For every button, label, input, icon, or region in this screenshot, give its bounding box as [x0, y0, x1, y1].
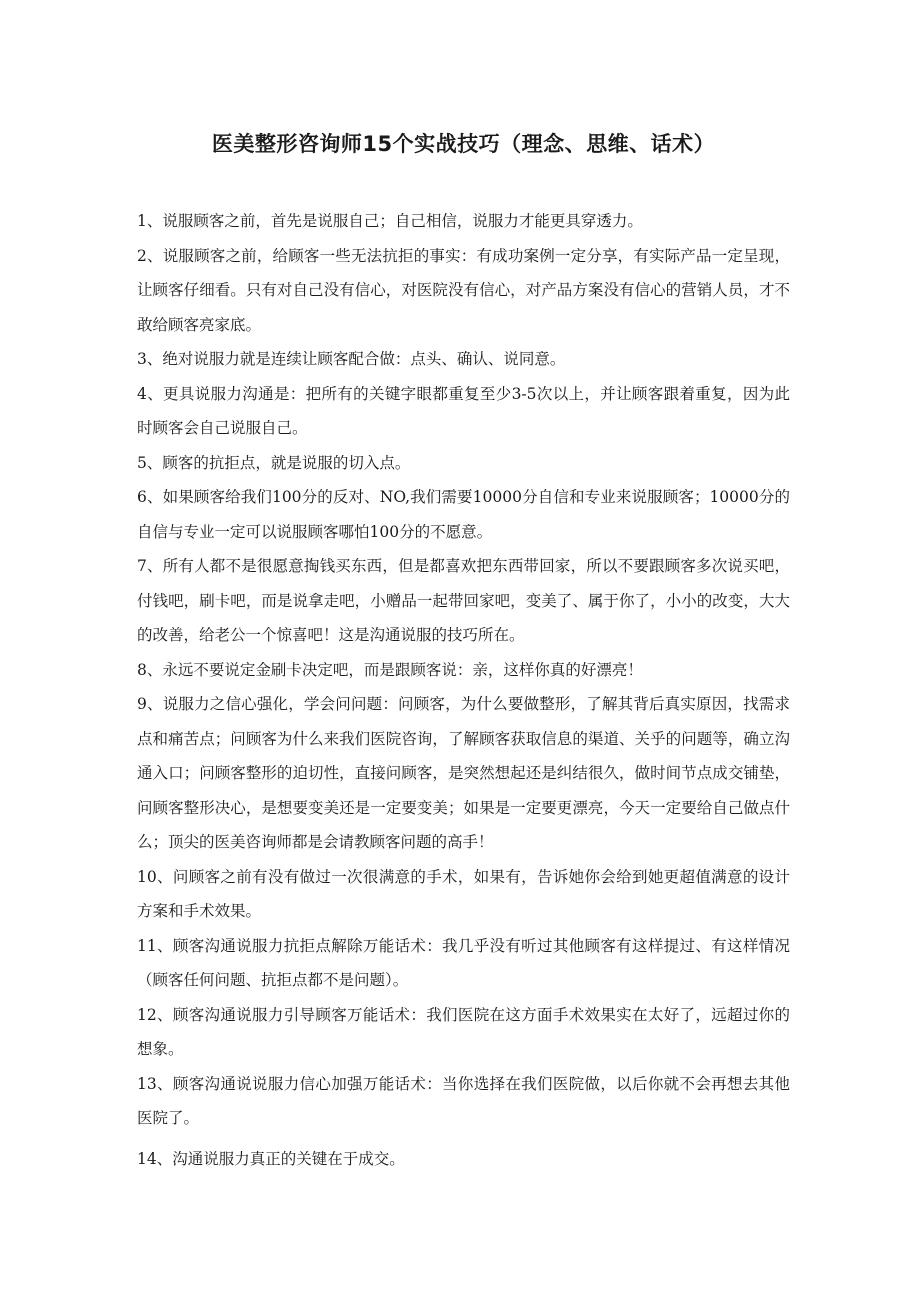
tips-list	[137, 204, 790, 1176]
document-title: 医美整形咨询师15个实战技巧（理念、思维、话术）	[211, 132, 716, 156]
tip-item-12: 12、顾客沟通说服力引导顾客万能话术：我们医院在这方面手术效果实在太好了，远超过你的想象。	[137, 1005, 790, 1058]
tip-item-5: 5、顾客的抗拒点，就是说服的切入点。	[137, 453, 411, 472]
tip-item-2: 2、说服顾客之前，给顾客一些无法抗拒的事实：有成功案例一定分享，有实际产品一定呈现，让顾客仔细看。只有对自己没有信心，对医院没有信心，对产品方案没有信心的营销人员，才不敢给顾客亮家底。	[137, 246, 790, 334]
tip-item-4: 4、更具说服力沟通是：把所有的关键字眼都重复至少3-5次以上，并让顾客跟着重复，因为此时顾客会自己说服自己。	[137, 384, 790, 437]
tip-item-6: 6、如果顾客给我们100分的反对、NO,我们需要10000分自信和专业来说服顾客；10000分的自信与专业一定可以说服顾客哪怕100分的不愿意。	[137, 488, 790, 541]
tip-item-11: 11、顾客沟通说服力抗拒点解除万能话术：我几乎没有听过其他顾客有这样提过、有这样情况（顾客任何问题、抗拒点都不是问题）。	[137, 936, 790, 989]
tip-item-7: 7、所有人都不是很愿意掏钱买东西，但是都喜欢把东西带回家，所以不要跟顾客多次说买吧，付钱吧，刷卡吧，而是说拿走吧，小赠品一起带回家吧，变美了、属于你了，小小的改变，大大的改善，给老公一个惊喜吧！这是沟通说服的技巧所在。	[137, 557, 790, 644]
tip-item-8: 8、永远不要说定金刷卡决定吧，而是跟顾客说：亲，这样你真的好漂亮！	[137, 660, 643, 679]
tip-item-14: 14、沟通说服力真正的关键在于成交。	[137, 1149, 405, 1168]
tip-item-13: 13、顾客沟通说说服力信心加强万能话术：当你选择在我们医院做，以后你就不会再想去其他医院了。	[137, 1074, 790, 1127]
tip-item-9: 9、说服力之信心强化，学会问问题：问顾客，为什么要做整形，了解其背后真实原因，找需求点和痛苦点；问顾客为什么来我们医院咨询，了解顾客获取信息的渠道、关乎的问题等，确立沟通入口；问顾客整形的迫切性，直接问顾客，是突然想起还是纠结很久，做时间节点成交铺垫，问顾客整形决心，是想要变美还是一定要变美；如果是一定要更漂亮，今天一定要给自己做点什么；顶尖的医美咨询师都是会请教顾客问题的高手！	[137, 695, 790, 851]
tip-item-3: 3、绝对说服力就是连续让顾客配合做：点头、确认、说同意。	[137, 350, 566, 368]
tip-item-10: 10、问顾客之前有没有做过一次很满意的手术，如果有，告诉她你会给到她更超值满意的设计方案和手术效果。	[137, 867, 790, 920]
tip-item-1: 1、说服顾客之前，首先是说服自己；自己相信，说服力才能更具穿透力。	[137, 212, 643, 230]
